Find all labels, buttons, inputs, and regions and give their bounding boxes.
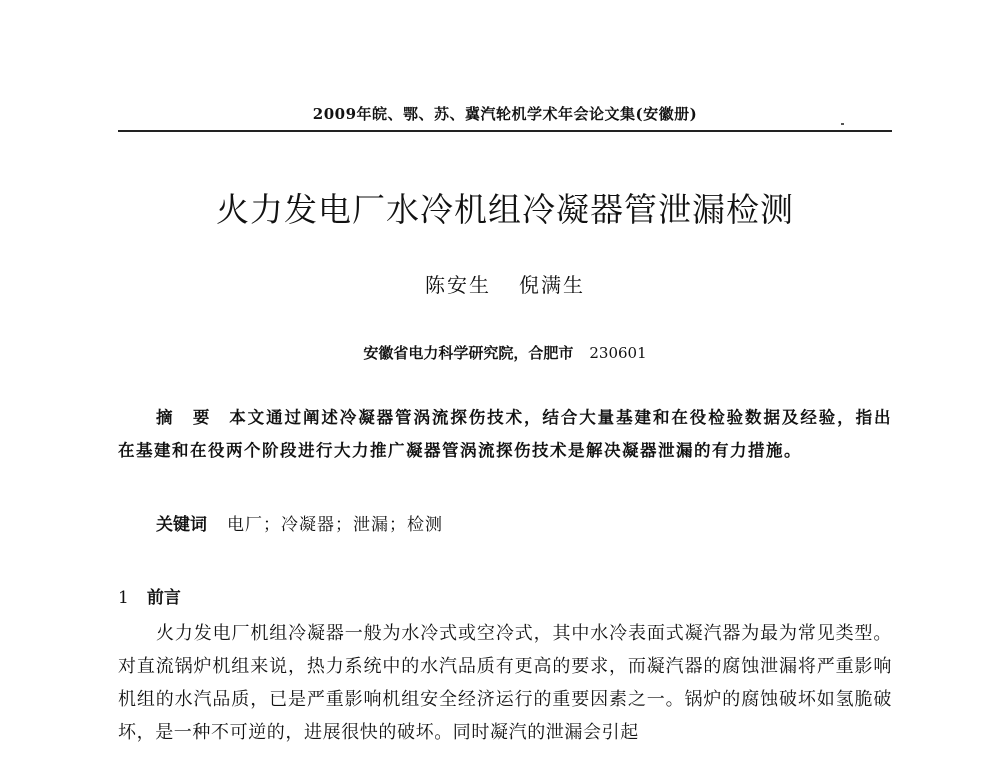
section-title: 前言 (146, 588, 181, 608)
affiliation (118, 342, 892, 363)
body-paragraph: 火力发电厂机组冷凝器一般为水冷式或空冷式，其中水冷表面式凝汽器为最为常见类型。对直流锅炉机组来说，热力系统中的水汽品质有更高的要求，而凝汽器的腐蚀泄漏将严重影响机组的水汽品质，已是严重影响机组安全经济运行的重要因素之一。锅炉的腐蚀破坏如氢脆破坏，是一种不可逆的，进展很快的破坏。同时凝汽的泄漏会引起 (118, 623, 892, 743)
scan-artifact-dot (841, 123, 844, 125)
authors (118, 269, 892, 298)
header-rule (118, 130, 892, 132)
affiliation-postcode: 230601 (589, 344, 647, 362)
author-1: 陈安生 (425, 273, 491, 297)
running-header: 2009年皖、鄂、苏、冀汽轮机学术年会论文集(安徽册) (312, 105, 698, 123)
section-heading (118, 583, 181, 608)
affiliation-name: 安徽省电力科学研究院，合肥市 (363, 344, 574, 362)
abstract (118, 401, 892, 467)
keywords (156, 510, 443, 535)
paper-title: 火力发电厂水冷机组冷凝器管泄漏检测 (216, 190, 794, 229)
section-number: 1 (118, 588, 129, 608)
author-2: 倪满生 (519, 273, 585, 297)
keywords-label: 关键词 (156, 515, 207, 535)
abstract-label: 摘 要 (156, 408, 212, 427)
keywords-value: 电厂；冷凝器；泄漏；检测 (227, 515, 443, 535)
abstract-text: 本文通过阐述冷凝器管涡流探伤技术，结合大量基建和在役检验数据及经验，指出在基建和在役两个阶段进行大力推广凝器管涡流探伤技术是解决凝器泄漏的有力措施。 (118, 408, 893, 460)
